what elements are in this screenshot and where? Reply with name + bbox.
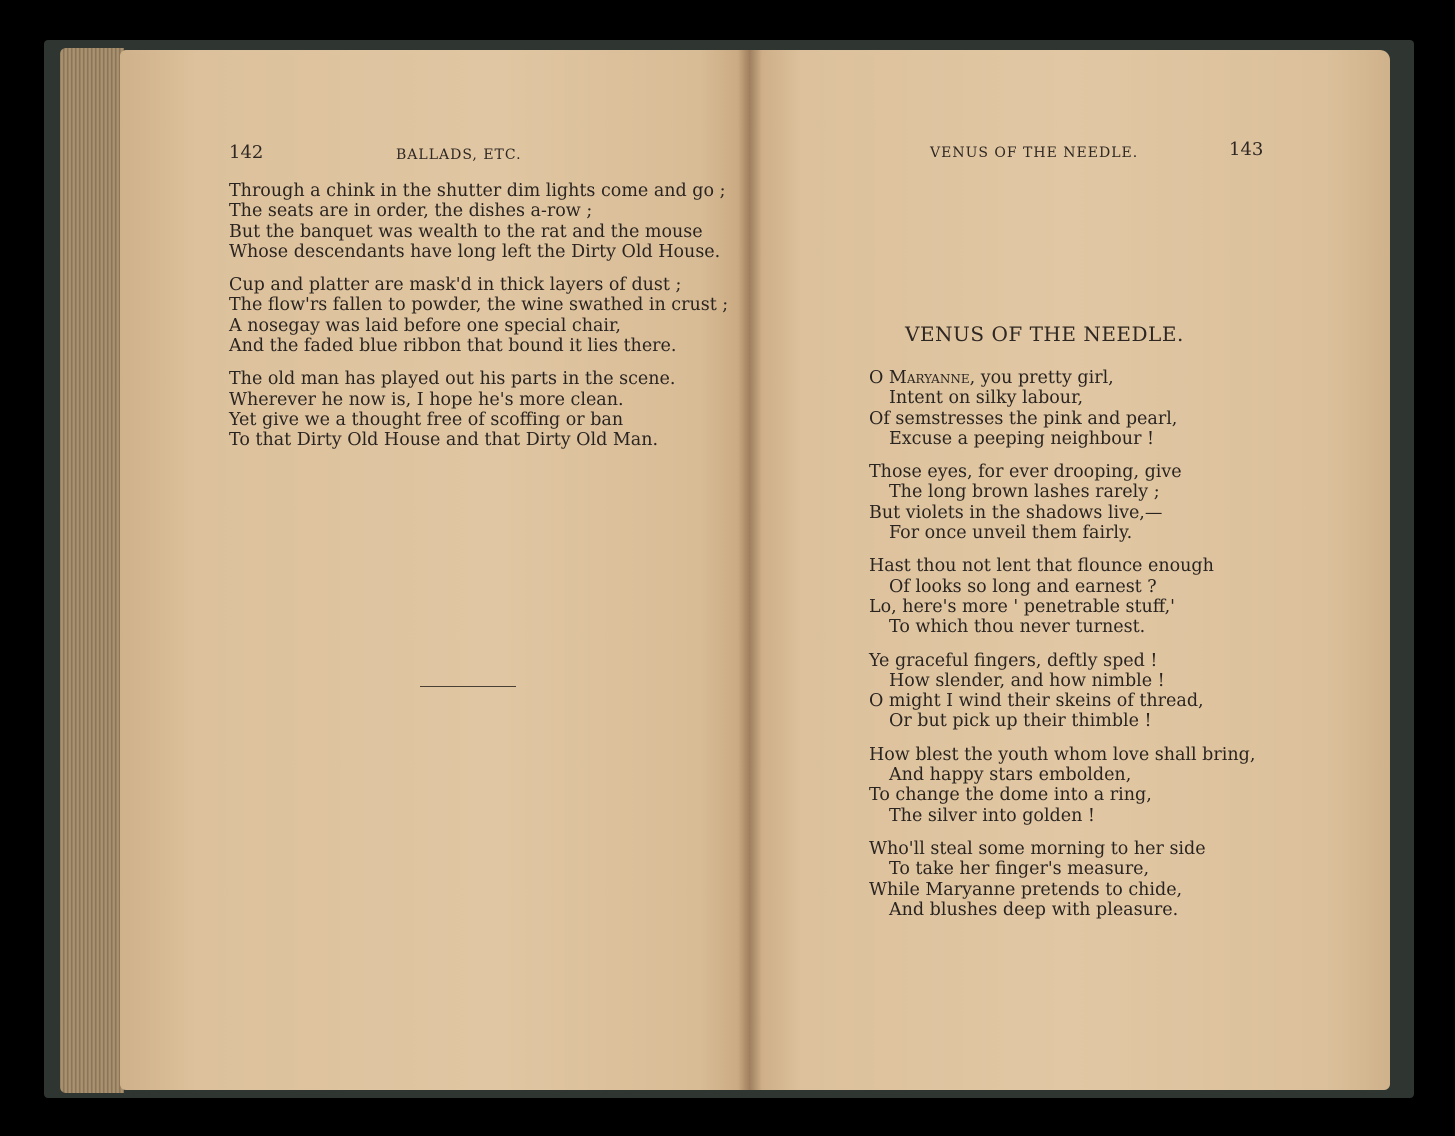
verse-line: A nosegay was laid before one special chair, (229, 315, 621, 336)
stanza (229, 369, 728, 450)
verse-line: To change the dome into a ring, (869, 785, 1152, 806)
left-running-head: BALLADS, ETC. (396, 147, 522, 163)
left-poem (229, 181, 728, 464)
verse-line: To take her finger's measure, (889, 859, 1150, 880)
verse-line: Of looks so long and earnest ? (889, 576, 1157, 597)
stanza (869, 745, 1255, 826)
verse-line: While Maryanne pretends to chide, (869, 879, 1183, 900)
verse-line: The seats are in order, the dishes a-row ; (229, 201, 593, 222)
verse-line: Intent on silky labour, (889, 388, 1084, 409)
right-running-head: VENUS OF THE NEEDLE. (930, 145, 1139, 161)
verse-line: Or but pick up their thimble ! (889, 711, 1152, 732)
stanza (869, 839, 1255, 920)
first-line-smallcaps: Maryanne (888, 368, 970, 388)
verse-line: Cup and platter are mask'd in thick layers of dust ; (229, 275, 682, 296)
stanza (869, 368, 1255, 449)
page-edges (60, 48, 124, 1093)
end-rule (420, 686, 516, 687)
verse-line: Whose descendants have long left the Dirty Old House. (229, 241, 721, 262)
verse-line: And the faded blue ribbon that bound it lies there. (229, 336, 677, 357)
verse-line: And happy stars embolden, (889, 765, 1132, 786)
stanza (229, 181, 728, 262)
stanza (869, 556, 1255, 637)
verse-line: Lo, here's more ' penetrable stuff,' (869, 596, 1175, 617)
verse-line: But the banquet was wealth to the rat and the mouse (229, 221, 703, 242)
right-page-number: 143 (1229, 139, 1264, 160)
first-line-start: O (869, 368, 889, 388)
verse-line-first (869, 368, 1255, 388)
poem-title: VENUS OF THE NEEDLE. (905, 322, 1184, 346)
verse-line: How blest the youth whom love shall bring, (869, 744, 1256, 765)
verse-line: For once unveil them fairly. (889, 523, 1133, 544)
verse-line: The long brown lashes rarely ; (889, 482, 1160, 503)
verse-line: The flow'rs fallen to powder, the wine swathed in crust ; (229, 295, 729, 316)
right-poem (869, 368, 1255, 933)
verse-line: Excuse a peeping neighbour ! (889, 428, 1155, 449)
stanza (229, 275, 728, 356)
verse-line: O might I wind their skeins of thread, (869, 691, 1204, 712)
verse-line: Hast thou not lent that flounce enough (869, 556, 1214, 577)
verse-line: The silver into golden ! (889, 805, 1095, 826)
first-line-rest: , you pretty girl, (969, 368, 1114, 388)
verse-line: Those eyes, for ever drooping, give (869, 462, 1182, 483)
verse-line: But violets in the shadows live,— (869, 502, 1163, 523)
verse-line: To that Dirty Old House and that Dirty Old Man. (229, 430, 659, 451)
verse-line: The old man has played out his parts in the scene. (229, 369, 676, 390)
verse-line: Ye graceful fingers, deftly sped ! (869, 650, 1158, 671)
left-page-number: 142 (229, 142, 264, 163)
verse-line: Of semstresses the pink and pearl, (869, 408, 1178, 429)
verse-line: Wherever he now is, I hope he's more clean. (229, 389, 624, 410)
verse-line: How slender, and how nimble ! (889, 670, 1165, 691)
stanza (869, 651, 1255, 732)
verse-line: Through a chink in the shutter dim lights come and go ; (229, 181, 726, 201)
book-gutter (738, 50, 762, 1090)
verse-line: Yet give we a thought free of scoffing or ban (229, 409, 624, 430)
verse-line: To which thou never turnest. (889, 617, 1146, 638)
verse-line: Who'll steal some morning to her side (869, 838, 1206, 859)
stanza (869, 462, 1255, 543)
verse-line: And blushes deep with pleasure. (889, 899, 1179, 920)
